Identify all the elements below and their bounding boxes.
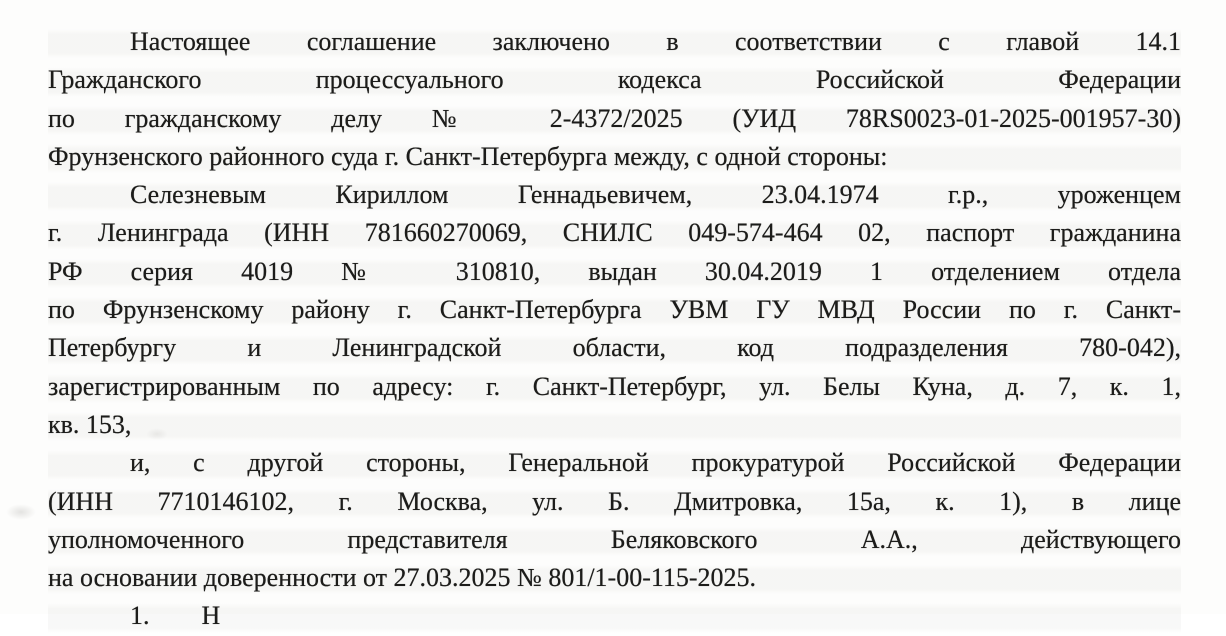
text-line: и, с другой стороны, Генеральной прокуратурой Российской Федерации [48, 444, 1181, 482]
text-line: кв. 153, [48, 406, 1181, 444]
text-line: Петербургу и Ленинградской области, код подразделения 780-042), [48, 329, 1181, 367]
text-line: Селезневым Кириллом Геннадьевичем, 23.04.1974 г.р., уроженцем [48, 176, 1181, 214]
text-line: зарегистрированным по адресу: г. Санкт-Петербург, ул. Белы Куна, д. 7, к. 1, [48, 368, 1181, 406]
text-line: Гражданского процессуального кодекса Российской Федерации [48, 61, 1181, 99]
text-line: Настоящее соглашение заключено в соответствии с главой 14.1 [48, 23, 1181, 61]
scan-artifact [6, 504, 36, 520]
text-line: Фрунзенского районного суда г. Санкт-Петербурга между, с одной стороны: [48, 138, 1181, 176]
text-line: на основании доверенности от 27.03.2025 № 801/1-00-115-2025. [48, 559, 1181, 597]
agreement-text-block [48, 23, 1181, 636]
text-line-partial: 1. Н [48, 597, 1181, 635]
text-line: по гражданскому делу № 2-4372/2025 (УИД 78RS0023-01-2025-001957-30) [48, 100, 1181, 138]
text-line: уполномоченного представителя Беляковского А.А., действующего [48, 521, 1181, 559]
text-line: (ИНН 7710146102, г. Москва, ул. Б. Дмитровка, 15а, к. 1), в лице [48, 483, 1181, 521]
text-line: РФ серия 4019 № 310810, выдан 30.04.2019 1 отделением отдела [48, 253, 1181, 291]
text-line: г. Ленинграда (ИНН 781660270069, СНИЛС 049-574-464 02, паспорт гражданина [48, 214, 1181, 252]
text-line: по Фрунзенскому району г. Санкт-Петербурга УВМ ГУ МВД России по г. Санкт- [48, 291, 1181, 329]
